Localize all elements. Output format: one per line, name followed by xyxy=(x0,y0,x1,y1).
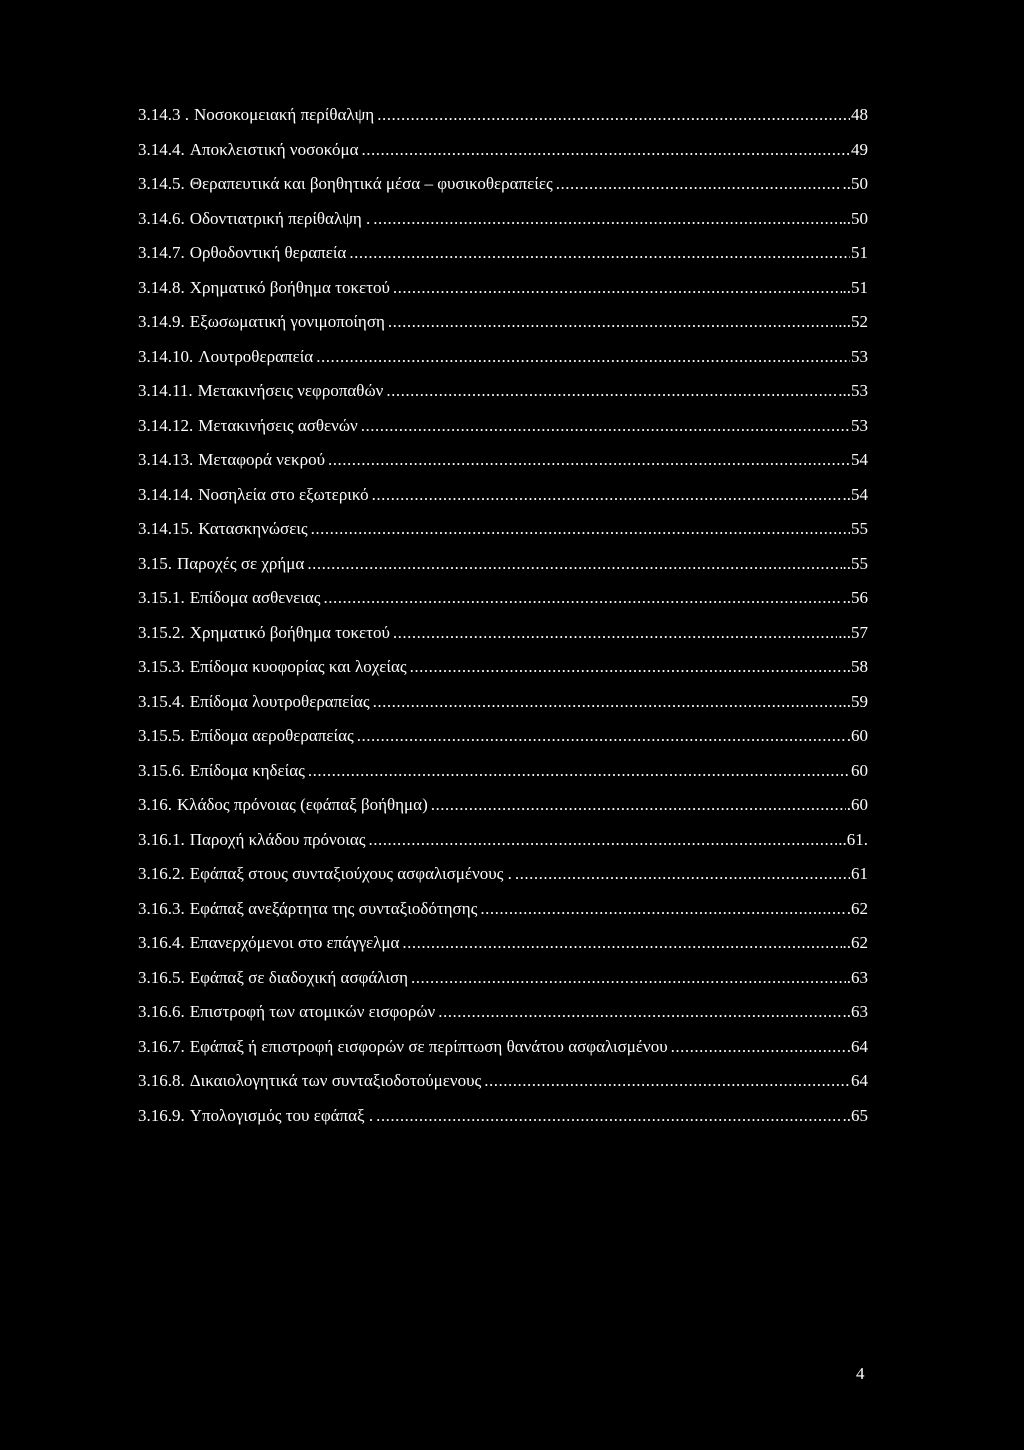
toc-entry-page: ..65 xyxy=(842,1105,868,1125)
toc-entry xyxy=(138,133,868,168)
table-of-contents xyxy=(138,98,868,1133)
toc-dot-leader xyxy=(386,374,837,409)
toc-dot-leader xyxy=(393,616,837,651)
toc-entry-title: Νοσηλεία στο εξωτερικό xyxy=(198,484,369,504)
toc-entry-number: 3.15.6. xyxy=(138,760,185,780)
toc-entry xyxy=(138,443,868,478)
toc-entry-number: 3.16.2. xyxy=(138,864,185,883)
toc-entry-number: 3.15.2. xyxy=(138,622,185,642)
toc-dot-leader xyxy=(411,961,846,996)
toc-entry-title: Εξωσωματική γονιμοποίηση xyxy=(189,312,385,331)
toc-entry-page: 53 xyxy=(851,415,868,435)
toc-entry-title: Εφάπαξ ή επιστροφή εισφορών σε περίπτωση θανάτου ασφαλισμένου xyxy=(189,1036,668,1056)
toc-entry-number: 3.16. xyxy=(138,795,172,814)
toc-entry xyxy=(138,374,868,409)
toc-entry-number: 3.14.8. xyxy=(138,277,185,297)
toc-entry-number: 3.15.5. xyxy=(138,726,185,745)
toc-dot-leader xyxy=(376,1099,841,1134)
toc-dot-leader xyxy=(431,788,846,823)
toc-dot-leader xyxy=(671,1030,846,1065)
toc-entry-page: 49 xyxy=(851,139,868,159)
toc-entry xyxy=(138,892,868,927)
toc-entry-title: Θεραπευτικά και βοηθητικά μέσα – φυσικοθεραπείες xyxy=(189,174,553,193)
toc-entry-title: Επίδομα κηδείας xyxy=(189,760,305,780)
toc-entry-number: 3.14.5. xyxy=(138,174,185,193)
toc-entry-page: ...52 xyxy=(838,312,868,331)
toc-entry xyxy=(138,478,868,513)
toc-entry xyxy=(138,202,868,237)
toc-entry-number: 3.15.4. xyxy=(138,691,185,711)
toc-entry-page: .62 xyxy=(846,898,868,918)
toc-dot-leader xyxy=(393,271,842,306)
toc-entry xyxy=(138,340,868,375)
toc-entry-page: .63 xyxy=(846,967,868,987)
toc-entry-number: 3.16.8. xyxy=(138,1071,185,1090)
toc-entry-number: 3.15.3. xyxy=(138,657,185,676)
toc-entry xyxy=(138,236,868,271)
toc-entry-page: .60 xyxy=(846,726,868,745)
toc-entry-page: 55 xyxy=(851,519,868,538)
toc-entry-title: Επανερχόμενοι στο επάγγελμα xyxy=(189,933,400,952)
toc-entry xyxy=(138,995,868,1030)
toc-entry xyxy=(138,926,868,961)
toc-entry-page: 48 xyxy=(851,105,868,124)
toc-entry-title: Χρηματικό βοήθημα τοκετού xyxy=(189,277,390,297)
toc-dot-leader xyxy=(368,823,837,858)
toc-entry-title: Λουτροθεραπεία xyxy=(198,346,314,366)
toc-entry-number: 3.16.3. xyxy=(138,898,185,918)
toc-entry-number: 3.16.5. xyxy=(138,967,185,987)
toc-entry-title: Οδοντιατρική περίθαλψη . xyxy=(189,208,371,228)
toc-entry-number: 3.14.3 . xyxy=(138,105,189,124)
toc-dot-leader xyxy=(373,202,841,237)
toc-dot-leader xyxy=(311,512,850,547)
toc-entry-number: 3.14.10. xyxy=(138,346,194,366)
toc-entry-number: 3.14.7. xyxy=(138,243,185,262)
toc-dot-leader xyxy=(515,857,850,892)
toc-entry-page: ...53 xyxy=(838,381,868,400)
toc-entry-title: Παροχή κλάδου πρόνοιας xyxy=(189,829,366,849)
toc-dot-leader xyxy=(372,478,842,513)
toc-dot-leader xyxy=(357,719,846,754)
toc-entry-number: 3.16.7. xyxy=(138,1036,185,1056)
toc-entry xyxy=(138,1099,868,1134)
toc-entry-title: Επιστροφή των ατομικών εισφορών xyxy=(189,1002,436,1021)
toc-entry-page: ..61. xyxy=(838,829,868,849)
toc-entry xyxy=(138,961,868,996)
toc-entry-title: Νοσοκομειακή περίθαλψη xyxy=(194,105,375,124)
toc-entry-page: 51 xyxy=(851,243,868,262)
toc-dot-leader xyxy=(361,409,850,444)
toc-dot-leader xyxy=(556,167,842,202)
toc-entry-number: 3.16.9. xyxy=(138,1105,185,1125)
toc-entry-number: 3.16.1. xyxy=(138,829,185,849)
toc-entry-number: 3.14.15. xyxy=(138,519,194,538)
toc-entry xyxy=(138,581,868,616)
toc-dot-leader xyxy=(484,1064,850,1099)
toc-entry-title: Δικαιολογητικά των συνταξιοδοτούμενους xyxy=(189,1071,482,1090)
toc-entry-title: Εφάπαξ σε διαδοχική ασφάλιση xyxy=(189,967,409,987)
toc-dot-leader xyxy=(480,892,845,927)
toc-dot-leader xyxy=(308,754,850,789)
toc-entry-title: Μετακινήσεις νεφροπαθών xyxy=(197,381,384,400)
toc-entry-page: 64 xyxy=(851,1071,868,1090)
toc-entry-page: ..50 xyxy=(842,208,868,228)
toc-entry-page: ..63 xyxy=(842,1002,868,1021)
toc-entry-page: ..58 xyxy=(842,657,868,676)
toc-dot-leader xyxy=(323,581,841,616)
toc-entry-number: 3.14.13. xyxy=(138,450,194,469)
toc-entry xyxy=(138,1030,868,1065)
toc-entry-number: 3.14.9. xyxy=(138,312,185,331)
toc-entry xyxy=(138,98,868,133)
toc-entry-title: Εφάπαξ στους συνταξιούχους ασφαλισμένους . xyxy=(189,864,512,883)
toc-entry xyxy=(138,1064,868,1099)
toc-entry xyxy=(138,823,868,858)
toc-dot-leader xyxy=(373,685,838,720)
toc-entry-title: Εφάπαξ ανεξάρτητα της συνταξιοδότησης xyxy=(189,898,478,918)
toc-entry xyxy=(138,305,868,340)
toc-entry-number: 3.15. xyxy=(138,553,172,573)
toc-entry xyxy=(138,719,868,754)
toc-entry-title: Επίδομα αεροθεραπείας xyxy=(189,726,354,745)
toc-entry xyxy=(138,409,868,444)
toc-entry-number: 3.14.11. xyxy=(138,381,193,400)
toc-entry-page: 54 xyxy=(851,450,868,469)
toc-dot-leader xyxy=(410,650,842,685)
toc-dot-leader xyxy=(388,305,837,340)
toc-entry xyxy=(138,685,868,720)
toc-entry-title: Υπολογισμός του εφάπαξ . xyxy=(189,1105,374,1125)
toc-entry-page: ..50 xyxy=(842,174,868,193)
toc-entry-title: Κλάδος πρόνοιας (εφάπαξ βοήθημα) xyxy=(177,795,428,814)
toc-entry-page: ..54 xyxy=(842,484,868,504)
toc-entry-page: ..55 xyxy=(842,553,868,573)
toc-entry xyxy=(138,547,868,582)
toc-entry-title: Αποκλειστική νοσοκόμα xyxy=(189,139,359,159)
toc-entry xyxy=(138,167,868,202)
toc-entry-page: ..62 xyxy=(842,933,868,952)
toc-entry xyxy=(138,512,868,547)
toc-entry-page: ..56 xyxy=(842,588,868,607)
toc-dot-leader xyxy=(316,340,850,375)
toc-dot-leader xyxy=(361,133,850,168)
toc-entry-page: ...59 xyxy=(838,691,868,711)
toc-dot-leader xyxy=(349,236,850,271)
toc-entry-page: 61 xyxy=(851,864,868,883)
toc-entry-page: 53 xyxy=(851,346,868,366)
toc-entry-title: Χρηματικό βοήθημα τοκετού xyxy=(189,622,390,642)
toc-entry-number: 3.16.4. xyxy=(138,933,185,952)
toc-entry xyxy=(138,788,868,823)
toc-entry-page: 60 xyxy=(851,760,868,780)
toc-dot-leader xyxy=(307,547,841,582)
toc-entry-number: 3.14.4. xyxy=(138,139,185,159)
toc-entry xyxy=(138,754,868,789)
toc-entry xyxy=(138,650,868,685)
toc-entry-title: Επίδομα ασθενειας xyxy=(189,588,321,607)
toc-entry-number: 3.14.14. xyxy=(138,484,194,504)
toc-entry-title: Επίδομα κυοφορίας και λοχείας xyxy=(189,657,407,676)
toc-entry-number: 3.15.1. xyxy=(138,588,185,607)
toc-entry-title: Παροχές σε χρήμα xyxy=(177,553,305,573)
toc-entry xyxy=(138,616,868,651)
toc-entry-page: .60 xyxy=(846,795,868,814)
toc-dot-leader xyxy=(402,926,841,961)
toc-entry-page: .64 xyxy=(846,1036,868,1056)
toc-entry-title: Κατασκηνώσεις xyxy=(198,519,308,538)
toc-entry-title: Μεταφορά νεκρού xyxy=(198,450,325,469)
toc-entry-title: Επίδομα λουτροθεραπείας xyxy=(189,691,370,711)
page-number: 4 xyxy=(856,1364,865,1383)
toc-dot-leader xyxy=(328,443,850,478)
toc-entry xyxy=(138,857,868,892)
toc-entry-page: ...57 xyxy=(838,622,868,642)
toc-dot-leader xyxy=(438,995,841,1030)
toc-dot-leader xyxy=(377,98,850,133)
toc-entry-page: ..51 xyxy=(842,277,868,297)
toc-entry-title: Ορθοδοντική θεραπεία xyxy=(189,243,347,262)
toc-entry-number: 3.14.12. xyxy=(138,415,194,435)
toc-entry-number: 3.14.6. xyxy=(138,208,185,228)
toc-entry xyxy=(138,271,868,306)
toc-entry-number: 3.16.6. xyxy=(138,1002,185,1021)
toc-entry-title: Μετακινήσεις ασθενών xyxy=(198,415,358,435)
